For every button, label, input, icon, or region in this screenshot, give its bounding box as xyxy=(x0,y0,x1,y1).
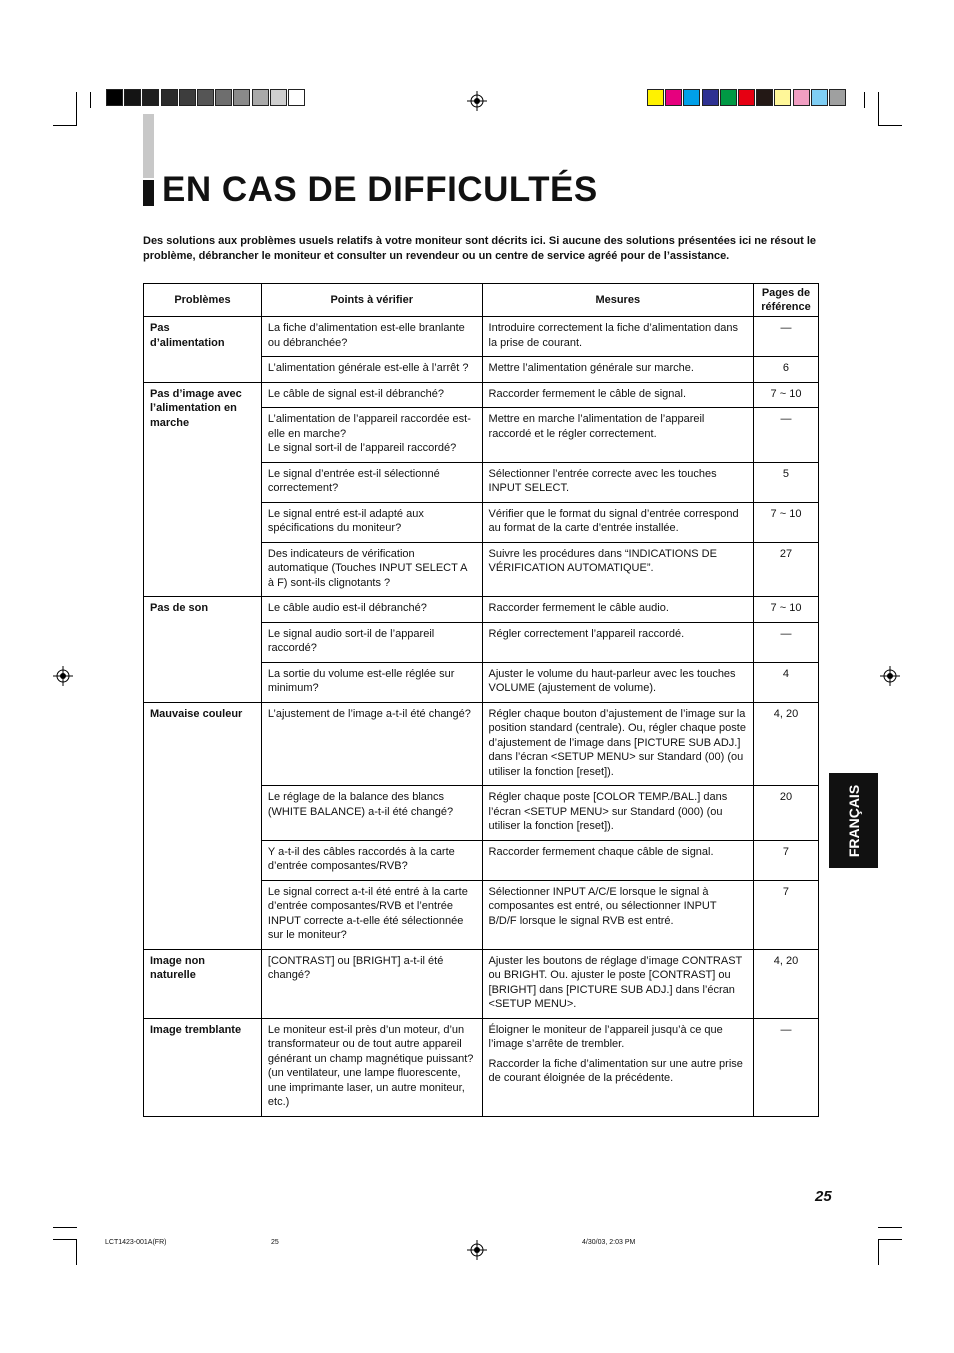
crop-mark xyxy=(878,92,879,126)
action-cell: Sélectionner l’entrée correcte avec les touches INPUT SELECT. xyxy=(482,462,753,502)
check-cell: Le signal audio sort-il de l’appareil raccordé? xyxy=(261,622,482,662)
table-row xyxy=(144,702,819,786)
reference-cell: 7 xyxy=(753,840,818,880)
color-swatch xyxy=(106,89,123,106)
action-cell: Raccorder fermement le câble audio. xyxy=(482,597,753,623)
page-title: EN CAS DE DIFFICULTÉS xyxy=(162,170,598,209)
action-cell: Introduire correctement la fiche d’alimentation dans la prise de courant. xyxy=(482,317,753,357)
check-cell: Des indicateurs de vérification automatique (Touches INPUT SELECT A à F) sont-ils clignotants ? xyxy=(261,542,482,597)
check-cell: Le moniteur est-il près d’un moteur, d’un transformateur ou de tout autre appareil générant un champ magnétique puissant? (un ventilateur, une lampe fluorescente, une imprimante laser, un autre moniteur, etc.) xyxy=(261,1018,482,1116)
reference-cell: 5 xyxy=(753,462,818,502)
crop-mark xyxy=(878,1227,902,1228)
action-cell: Sélectionner INPUT A/C/E lorsque le signal à composantes est entré, ou sélectionner INPUT B/D/F lorsque le signal RVB est entré. xyxy=(482,880,753,949)
table-row xyxy=(144,317,819,357)
action-cell: Régler chaque poste [COLOR TEMP./BAL.] dans l’écran <SETUP MENU> sur Standard (000) (ou utiliser la fonction [reset]). xyxy=(482,786,753,841)
action-cell: Vérifier que le format du signal d’entrée correspond au format de la carte d’entrée installée. xyxy=(482,502,753,542)
problem-cell: Pas d’image avec l’alimentation en marche xyxy=(144,382,262,597)
problem-cell: Pas de son xyxy=(144,597,262,703)
header-problems: Problèmes xyxy=(144,284,262,317)
color-swatch xyxy=(270,89,287,106)
table-header-row xyxy=(144,284,819,317)
language-tab xyxy=(829,773,878,868)
reference-cell: 27 xyxy=(753,542,818,597)
table-row xyxy=(144,382,819,408)
reference-cell: 7 ~ 10 xyxy=(753,382,818,408)
check-cell: La fiche d’alimentation est-elle branlante ou débranchée? xyxy=(261,317,482,357)
check-cell: Le signal correct a-t-il été entré à la carte d’entrée composantes/RVB et l’entrée INPUT correcte a-t-elle été sélectionnée sur le moniteur? xyxy=(261,880,482,949)
color-swatch xyxy=(161,89,178,106)
action-cell: Raccorder fermement le câble de signal. xyxy=(482,382,753,408)
problem-cell: Image tremblante xyxy=(144,1018,262,1116)
color-swatch xyxy=(197,89,214,106)
problem-cell: Image non naturelle xyxy=(144,949,262,1018)
title-gray-bar xyxy=(143,114,154,178)
check-cell: Le réglage de la balance des blancs (WHITE BALANCE) a-t-il été changé? xyxy=(261,786,482,841)
action-text: Raccorder la fiche d’alimentation sur une autre prise de courant éloignée de la précédente. xyxy=(488,1057,743,1084)
crop-mark xyxy=(53,1227,77,1228)
problem-cell: Pas d’alimentation xyxy=(144,317,262,383)
table-row xyxy=(144,949,819,1018)
color-swatch xyxy=(215,89,232,106)
crop-mark xyxy=(53,125,77,126)
action-cell xyxy=(482,1018,753,1116)
action-cell: Régler chaque bouton d’ajustement de l’image sur la position standard (centrale). Ou, régler chaque poste d’ajustement de l’image dans [PICTURE SUB ADJ.] dans l’écran <SETUP MENU> sur Standard (00) (ou utiliser la fonction [reset]). xyxy=(482,702,753,786)
action-cell: Suivre les procédures dans “INDICATIONS DE VÉRIFICATION AUTOMATIQUE”. xyxy=(482,542,753,597)
check-cell: Le signal d’entrée est-il sélectionné correctement? xyxy=(261,462,482,502)
color-swatch xyxy=(702,89,719,106)
check-cell: Y a-t-il des câbles raccordés à la carte d’entrée composantes/RVB? xyxy=(261,840,482,880)
color-swatch xyxy=(124,89,141,106)
color-swatch xyxy=(179,89,196,106)
title-black-bar xyxy=(143,180,154,206)
reference-cell: 7 ~ 10 xyxy=(753,502,818,542)
check-cell: L’alimentation de l’appareil raccordée est-elle en marche? Le signal sort-il de l’appareil raccordé? xyxy=(261,408,482,463)
table-row xyxy=(144,597,819,623)
color-swatch xyxy=(647,89,664,106)
color-swatch xyxy=(774,89,791,106)
footer-doc-code: LCT1423-001A(FR) xyxy=(105,1239,167,1246)
registration-mark-icon xyxy=(880,666,900,686)
reference-cell: 7 xyxy=(753,880,818,949)
check-cell: La sortie du volume est-elle réglée sur minimum? xyxy=(261,662,482,702)
intro-text: Des solutions aux problèmes usuels relatifs à votre moniteur sont décrits ici. Si aucune des solutions présentées ici ne résout le problème, débrancher le moniteur et consulter un revendeur ou un centre de service agréé pour de l’assistance. xyxy=(143,235,817,262)
check-cell: [CONTRAST] ou [BRIGHT] a-t-il été changé? xyxy=(261,949,482,1018)
troubleshooting-table xyxy=(143,283,819,1117)
crop-mark xyxy=(878,125,902,126)
action-cell: Ajuster le volume du haut-parleur avec les touches VOLUME (ajustement de volume). xyxy=(482,662,753,702)
color-swatch xyxy=(142,89,159,106)
color-swatch xyxy=(811,89,828,106)
reference-cell: 7 ~ 10 xyxy=(753,597,818,623)
action-text: Éloigner le moniteur de l’appareil jusqu’à ce que l’image s’arrête de trembler. xyxy=(488,1023,723,1050)
crop-mark xyxy=(76,1239,77,1265)
reference-cell: 4, 20 xyxy=(753,702,818,786)
color-swatch xyxy=(738,89,755,106)
color-swatch xyxy=(233,89,250,106)
reference-cell: — xyxy=(753,408,818,463)
color-swatch xyxy=(720,89,737,106)
reference-cell: — xyxy=(753,317,818,357)
problem-cell: Mauvaise couleur xyxy=(144,702,262,949)
reference-cell: — xyxy=(753,622,818,662)
reference-cell: 4 xyxy=(753,662,818,702)
header-reference-pages: Pages de référence xyxy=(753,284,818,317)
reference-cell: — xyxy=(753,1018,818,1116)
color-swatch xyxy=(793,89,810,106)
crop-mark xyxy=(90,92,91,108)
language-tab-label: FRANÇAIS xyxy=(845,784,862,857)
crop-mark xyxy=(878,1239,879,1265)
color-swatch xyxy=(829,89,846,106)
registration-mark-icon xyxy=(467,91,487,111)
reference-cell: 6 xyxy=(753,357,818,383)
check-cell: Le câble de signal est-il débranché? xyxy=(261,382,482,408)
header-actions: Mesures xyxy=(482,284,753,317)
header-checks: Points à vérifier xyxy=(261,284,482,317)
action-cell: Ajuster les boutons de réglage d’image CONTRAST ou BRIGHT. Ou. ajuster le poste [CONTRAST] ou [BRIGHT] dans [PICTURE SUB ADJ.] dans l’écran <SETUP MENU>. xyxy=(482,949,753,1018)
action-cell: Mettre en marche l’alimentation de l’appareil raccordé et le régler correctement. xyxy=(482,408,753,463)
footer-timestamp: 4/30/03, 2:03 PM xyxy=(582,1239,636,1246)
crop-mark xyxy=(864,92,865,108)
action-cell: Raccorder fermement chaque câble de signal. xyxy=(482,840,753,880)
page-number: 25 xyxy=(815,1188,832,1205)
crop-mark xyxy=(878,1239,902,1240)
crop-mark xyxy=(53,1239,77,1240)
color-swatch xyxy=(252,89,269,106)
check-cell: Le signal entré est-il adapté aux spécifications du moniteur? xyxy=(261,502,482,542)
reference-cell: 20 xyxy=(753,786,818,841)
action-cell: Régler correctement l’appareil raccordé. xyxy=(482,622,753,662)
registration-mark-icon xyxy=(53,666,73,686)
color-swatch xyxy=(665,89,682,106)
color-swatch xyxy=(756,89,773,106)
registration-mark-icon xyxy=(467,1240,487,1260)
table-row xyxy=(144,1018,819,1116)
reference-cell: 4, 20 xyxy=(753,949,818,1018)
action-cell: Mettre l’alimentation générale sur marche. xyxy=(482,357,753,383)
check-cell: Le câble audio est-il débranché? xyxy=(261,597,482,623)
color-swatch xyxy=(288,89,305,106)
color-swatch xyxy=(683,89,700,106)
check-cell: L’alimentation générale est-elle à l’arrêt ? xyxy=(261,357,482,383)
check-cell: L’ajustement de l’image a-t-il été changé? xyxy=(261,702,482,786)
footer-page: 25 xyxy=(271,1239,279,1246)
crop-mark xyxy=(76,92,77,126)
